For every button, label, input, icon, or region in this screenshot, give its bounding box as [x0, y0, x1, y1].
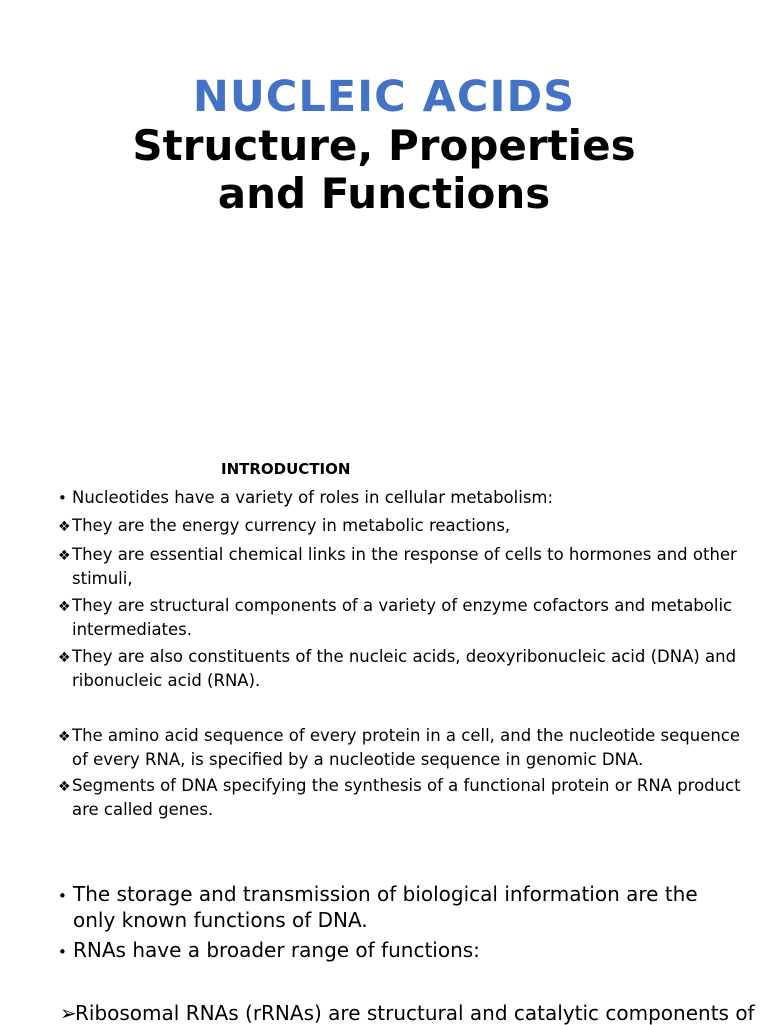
list-item — [58, 646, 742, 691]
diamond-bullet-icon: ❖ — [58, 548, 70, 564]
diamond-bullet-icon: ❖ — [58, 650, 70, 666]
list-item — [58, 515, 742, 539]
title-main: NUCLEIC ACIDS — [192, 72, 576, 122]
list-item-text: RNAs have a broader range of functions: — [73, 938, 480, 962]
list-item-text: Segments of DNA specifying the synthesis of a functional protein or RNA product are called genes. — [72, 776, 741, 819]
diamond-bullet-icon: ❖ — [58, 519, 70, 535]
diamond-bullet-icon: ❖ — [58, 779, 70, 795]
list-item-text: The storage and transmission of biological information are the only known functions of DNA. — [73, 882, 698, 932]
list-item — [58, 595, 742, 640]
list-item-text: The amino acid sequence of every protein in a cell, and the nucleotide sequence of every RNA, is specified by a nucleotide sequence in genomic DNA. — [72, 726, 741, 769]
list-item — [58, 775, 742, 820]
list-item — [58, 882, 743, 932]
list-item — [58, 487, 742, 510]
list-item-text: They are structural components of a variety of enzyme cofactors and metabolic intermediates. — [72, 596, 733, 639]
list-item — [58, 544, 742, 589]
list-item — [58, 725, 742, 770]
bullet-dot-icon: • — [58, 887, 67, 905]
list-item-text: They are the energy currency in metabolic reactions, — [72, 516, 511, 535]
list-item-text: Ribosomal RNAs (rRNAs) are structural and catalytic components of — [75, 1001, 755, 1025]
list-item — [58, 938, 743, 964]
diamond-bullet-icon: ❖ — [58, 599, 70, 615]
bullet-dot-icon: • — [58, 489, 67, 507]
title-sub-line2: and Functions — [217, 169, 551, 218]
list-item-text: They are also constituents of the nucleic acids, deoxyribonucleic acid (DNA) and ribonucleic acid (RNA). — [72, 647, 737, 690]
arrow-bullet-icon: ➢ — [60, 1001, 77, 1025]
list-item — [60, 1001, 755, 1025]
list-item-text: They are essential chemical links in the response of cells to hormones and other stimuli, — [72, 545, 737, 588]
document-title — [0, 72, 768, 218]
diamond-bullet-icon: ❖ — [58, 729, 70, 745]
bullet-dot-icon: • — [58, 943, 67, 961]
list-item-text: Nucleotides have a variety of roles in cellular metabolism: — [72, 488, 554, 507]
intro-heading: INTRODUCTION — [221, 460, 351, 478]
title-sub-line1: Structure, Properties — [132, 121, 636, 170]
